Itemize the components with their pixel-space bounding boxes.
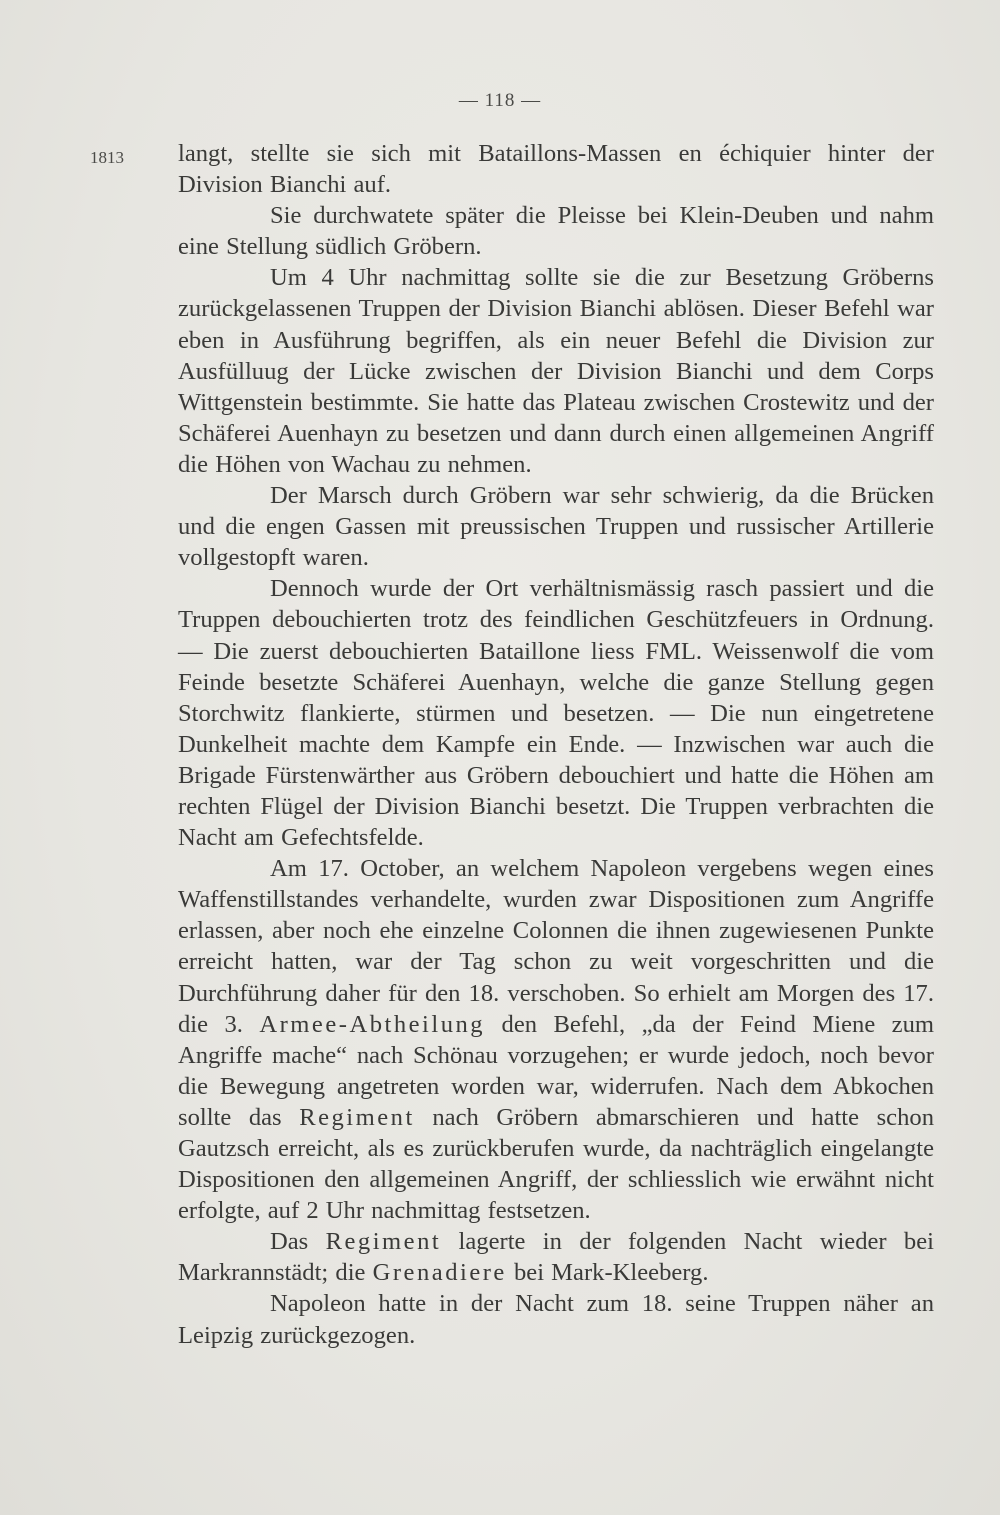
paragraph-7-part-3: bei Mark-Kleeberg.	[506, 1259, 709, 1287]
body-text	[178, 138, 934, 1351]
margin-year-note: 1813	[90, 148, 124, 167]
paragraph-6-part-2: den Befehl, „da der Feind Miene zum Angriffe mache“ nach Schönau vorzugehen; er wurde jedoch, noch bevor die Bewegung angetreten worden war, widerrufen. Nach dem Abkochen sollte das	[178, 1010, 934, 1131]
paragraph-6-part-1: Am 17. October, an welchem Napoleon vergebens wegen eines Waffenstillstandes verhandelte, wurden zwar Dispositionen zum Angriffe erlassen, aber noch ehe einzelne Colonnen die ihnen zugewiesenen Punkte erreicht hatten, war der Tag schon zu weit vorgeschritten und die Durchführung daher für den 18. verschoben. So erhielt am Morgen des 17. die 3.	[178, 855, 934, 1038]
paragraph-8: Napoleon hatte in der Nacht zum 18. seine Truppen näher an Leipzig zurückgezogen.	[178, 1290, 934, 1349]
spaced-emphasis-regiment-2: Regiment	[325, 1228, 442, 1256]
paragraph-2: Sie durchwatete später die Pleisse bei Klein-Deuben und nahm eine Stellung südlich Gröbern.	[178, 202, 934, 261]
paragraph-5: Dennoch wurde der Ort verhältnismässig rasch passiert und die Truppen debouchierten trotz des feindlichen Geschützfeuers in Ordnung. — Die zuerst debouchierten Bataillone liess FML. Weissenwolf die vom Feinde besetzte Schäferei Auenhayn, welche die ganze Stellung gegen Storchwitz flankierte, stürmen und besetzen. — Die nun eingetretene Dunkelheit machte dem Kampfe ein Ende. — Inzwischen war auch die Brigade Fürstenwärther aus Gröbern debouchiert und hatte die Höhen am rechten Flügel der Division Bianchi besetzt. Die Truppen verbrachten die Nacht am Gefechtsfelde.	[178, 575, 934, 852]
paragraph-7-part-2: lagerte in der folgenden Nacht wieder bei Markrannstädt; die	[178, 1228, 934, 1287]
paragraph-7	[178, 1226, 934, 1288]
spaced-emphasis-grenadiere: Grenadiere	[372, 1259, 507, 1287]
paragraph-3: Um 4 Uhr nachmittag sollte sie die zur Besetzung Gröberns zurückgelassenen Truppen der Division Bianchi ablösen. Dieser Befehl war eben in Ausführung begriffen, als ein neuer Befehl die Division zur Ausfülluug der Lücke zwischen der Division Bianchi und dem Corps Wittgenstein bestimmte. Sie hatte das Plateau zwischen Crostewitz und der Schäferei Auenhayn zu besetzen und dann durch einen allgemeinen Angriff die Höhen von Wachau zu nehmen.	[178, 264, 934, 478]
page-number: — 118 —	[458, 90, 542, 111]
paragraph-1: langt, stellte sie sich mit Bataillons-Massen en échiquier hinter der Division Bianchi auf.	[178, 140, 934, 199]
paragraph-7-part-1: Das	[270, 1228, 326, 1256]
paragraph-6	[178, 853, 934, 1226]
spaced-emphasis-regiment: Regiment	[299, 1103, 415, 1131]
spaced-emphasis-armee-abtheilung: Armee-Abtheilung	[259, 1010, 486, 1038]
paragraph-6-part-3: nach Gröbern abmarschieren und hatte schon Gautzsch erreicht, als es zurückberufen wurde, da nachträglich eingelangte Dispositionen den allgemeinen Angriff, der schliesslich wie erwähnt nicht erfolgte, auf 2 Uhr nachmittag festsetzen.	[178, 1103, 934, 1225]
paragraph-4: Der Marsch durch Gröbern war sehr schwierig, da die Brücken und die engen Gassen mit preussischen Truppen und russischer Artillerie vollgestopft waren.	[178, 482, 934, 572]
